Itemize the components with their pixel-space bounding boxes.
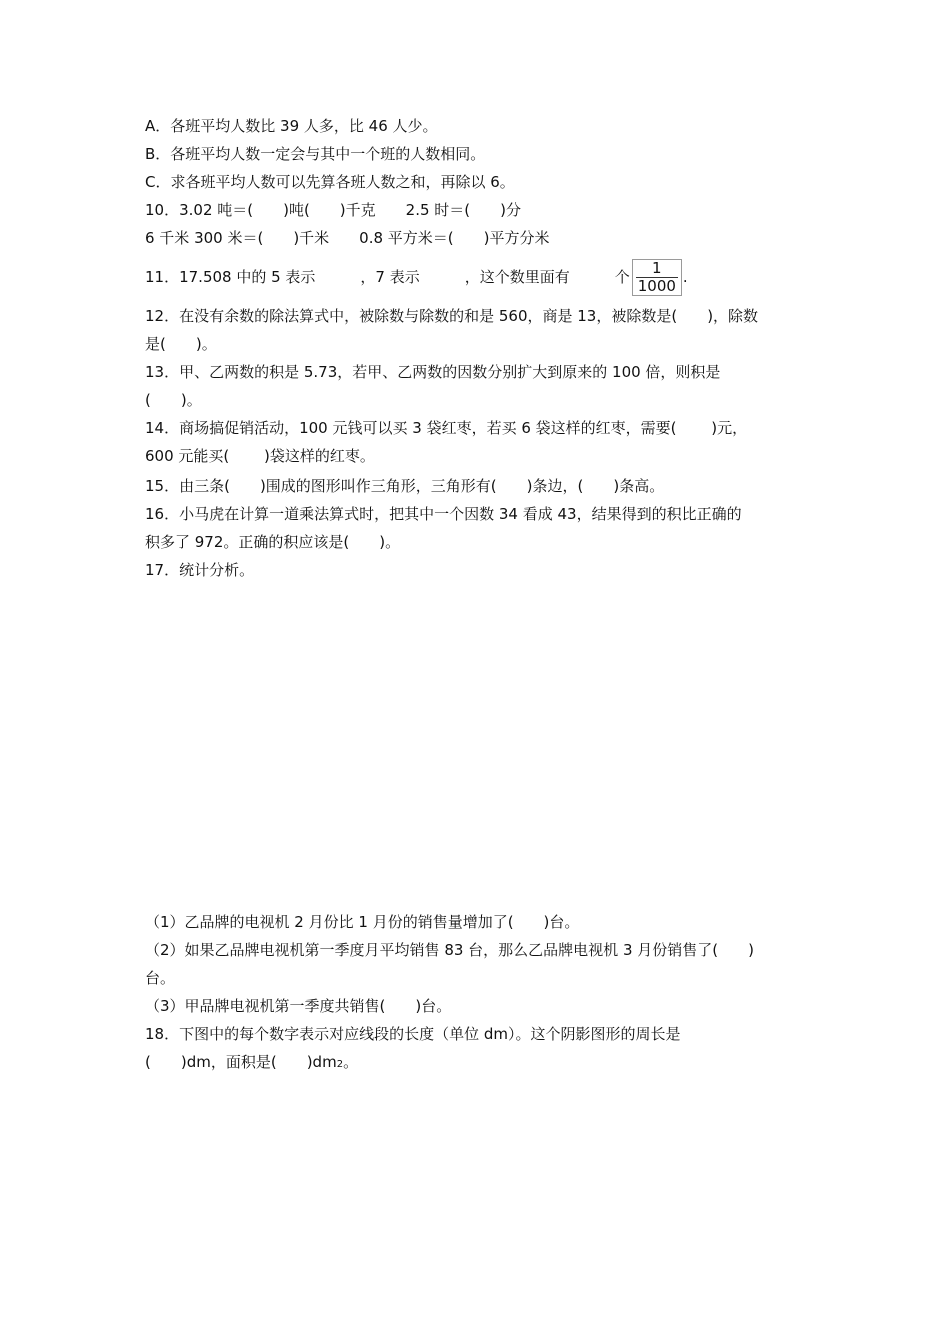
question-11-text: 11．17.508 中的 5 表示 ，7 表示 ，这个数里面有 个 — [145, 268, 630, 286]
square-unit-exponent: 2 — [336, 1059, 344, 1070]
question-13-line-1: 13．甲、乙两数的积是 5.73，若甲、乙两数的因数分别扩大到原来的 100 倍，则积是 — [145, 363, 721, 381]
question-18-line-2 — [145, 1052, 358, 1075]
option-c: C．求各班平均人数可以先算各班人数之和，再除以 6。 — [145, 173, 515, 191]
fraction-numerator: 1 — [636, 260, 678, 278]
question-13-line-2: ( )。 — [145, 391, 202, 409]
question-14-line-1: 14．商场搞促销活动，100 元钱可以买 3 袋红枣，若买 6 袋这样的红枣，需要( )元， — [145, 419, 748, 437]
fraction-one-thousandth — [632, 259, 682, 296]
question-18-line-1: 18．下图中的每个数字表示对应线段的长度（单位 dm）。这个阴影图形的周长是 — [145, 1025, 681, 1043]
question-10-line-2: 6 千米 300 米＝( )千米 0.8 平方米＝( )平方分米 — [145, 229, 550, 247]
question-18-line-2-end: 。 — [343, 1053, 359, 1071]
question-12-line-2: 是( )。 — [145, 335, 217, 353]
question-10-line-1: 10．3.02 吨＝( )吨( )千克 2.5 时＝( )分 — [145, 201, 521, 219]
question-17-heading: 17．统计分析。 — [145, 561, 255, 579]
option-b: B．各班平均人数一定会与其中一个班的人数相同。 — [145, 145, 486, 163]
question-16-line-2: 积多了 972。正确的积应该是( )。 — [145, 533, 401, 551]
question-11 — [145, 256, 688, 298]
fraction-period: . — [682, 268, 688, 286]
question-18-line-2-text: ( )dm，面积是( )dm — [145, 1053, 337, 1071]
question-17-part-1: （1）乙品牌的电视机 2 月份比 1 月份的销售量增加了( )台。 — [145, 913, 580, 931]
question-17-part-3: （3）甲品牌电视机第一季度共销售( )台。 — [145, 997, 452, 1015]
option-a: A．各班平均人数比 39 人多，比 46 人少。 — [145, 117, 438, 135]
question-17-part-2-line-1: （2）如果乙品牌电视机第一季度月平均销售 83 台，那么乙品牌电视机 3 月份销售了( ) — [145, 941, 754, 959]
fraction-denominator: 1000 — [637, 277, 676, 295]
question-17-part-2-line-2: 台。 — [145, 969, 176, 987]
question-14-line-2: 600 元能买( )袋这样的红枣。 — [145, 447, 375, 465]
question-16-line-1: 16．小马虎在计算一道乘法算式时，把其中一个因数 34 看成 43，结果得到的积比正确的 — [145, 505, 742, 523]
question-12-line-1: 12．在没有余数的除法算式中，被除数与除数的和是 560，商是 13，被除数是( )，除数 — [145, 307, 759, 325]
question-15: 15．由三条( )围成的图形叫作三角形，三角形有( )条边，( )条高。 — [145, 477, 665, 495]
